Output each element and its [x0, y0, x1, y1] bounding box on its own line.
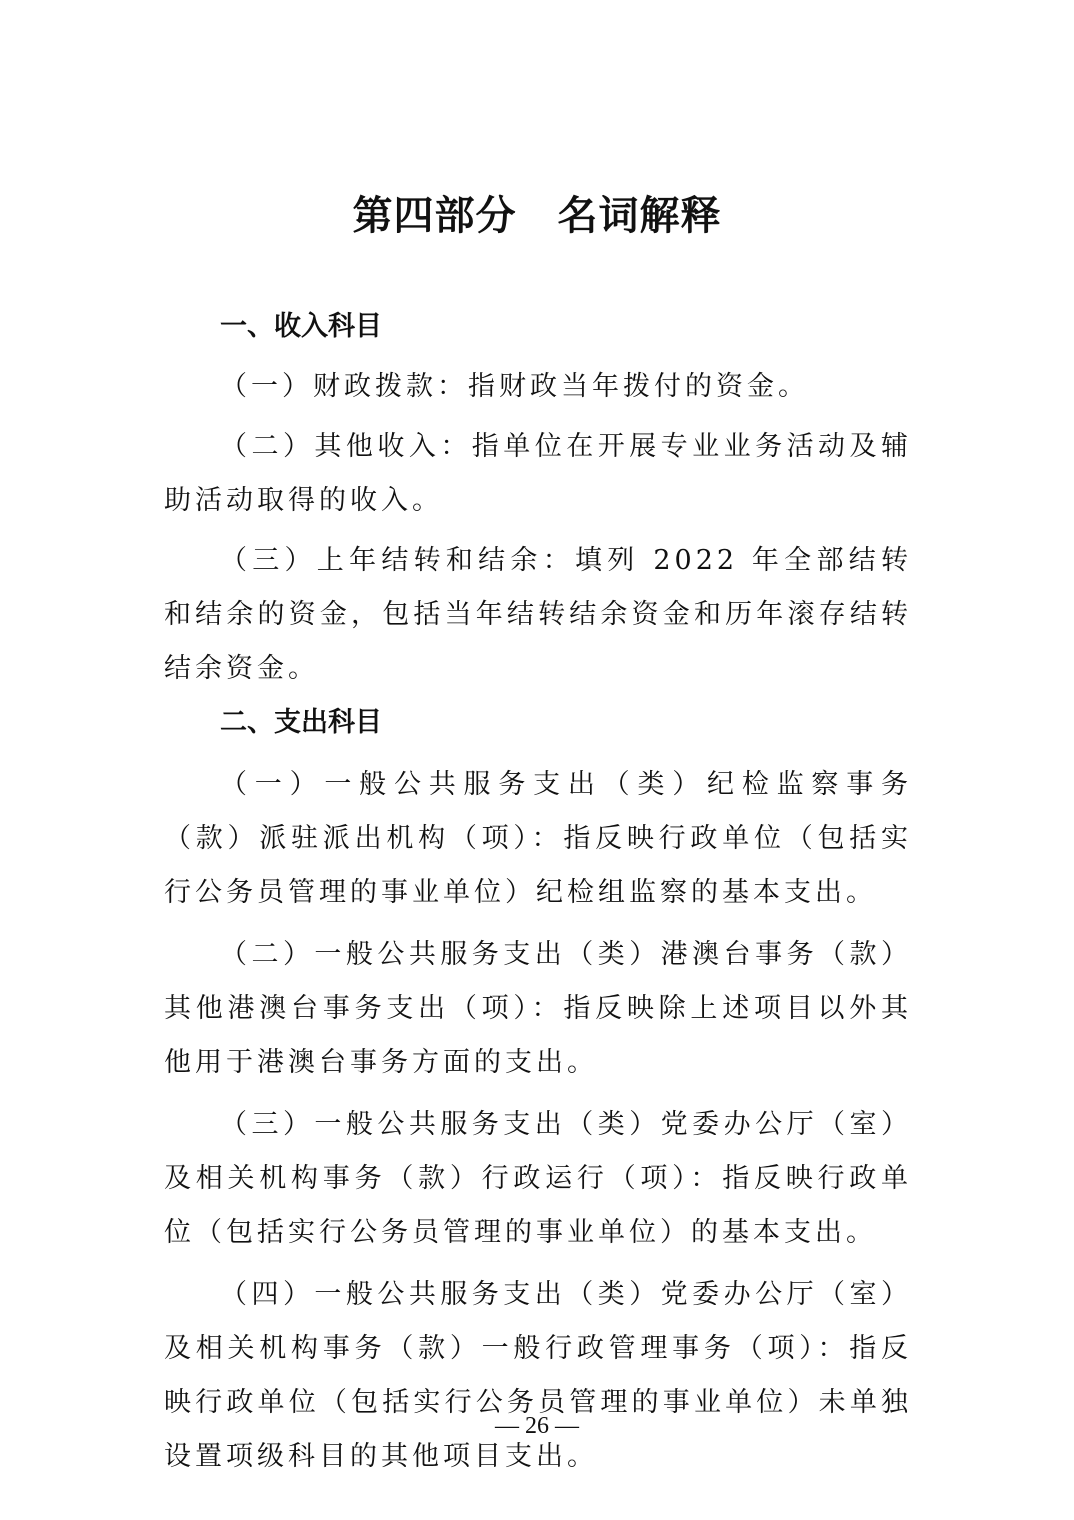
paragraph-general-administration: （四）一般公共服务支出（类）党委办公厅（室）及相关机构事务（款）一般行政管理事务（项）：指反映行政单位（包括实行公务员管理的事业单位）未单独设置项级科目的其他项目支出。 — [164, 1279, 912, 1472]
section-heading-income: 一、收入科目 — [220, 311, 382, 342]
paragraph-fiscal-appropriation: （一）财政拨款：指财政当年拨付的资金。 — [220, 371, 809, 402]
paragraph-hk-macao-taiwan: （二）一般公共服务支出（类）港澳台事务（款）其他港澳台事务支出（项）：指反映除上述项目以外其他用于港澳台事务方面的支出。 — [164, 939, 912, 1078]
paragraph-administrative-operation: （三）一般公共服务支出（类）党委办公厅（室）及相关机构事务（款）行政运行（项）：指反映行政单位（包括实行公务员管理的事业单位）的基本支出。 — [164, 1109, 912, 1248]
page-title: 第四部分 名词解释 — [352, 193, 722, 239]
paragraph-discipline-inspection: （一）一般公共服务支出（类）纪检监察事务（款）派驻派出机构（项）：指反映行政单位（包括实行公务员管理的事业单位）纪检组监察的基本支出。 — [164, 769, 912, 908]
document-body — [164, 300, 912, 1484]
paragraph-other-income: （二）其他收入：指单位在开展专业业务活动及辅助活动取得的收入。 — [164, 431, 912, 516]
page-number: — 26 — — [495, 1413, 579, 1439]
section-heading-expenditure: 二、支出科目 — [220, 707, 382, 738]
paragraph-carryover-balance: （三）上年结转和结余：填列 2022 年全部结转和结余的资金，包括当年结转结余资金和历年滚存结转结余资金。 — [164, 545, 912, 684]
